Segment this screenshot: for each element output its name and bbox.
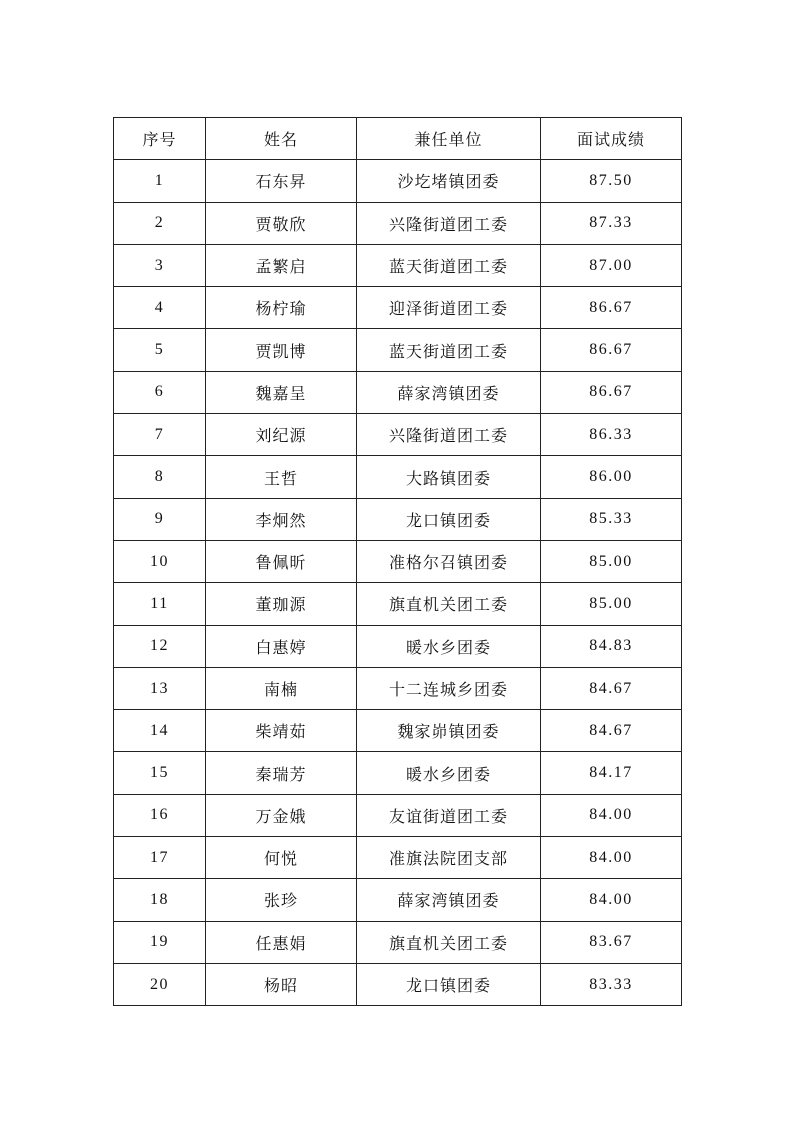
cell-index: 11 xyxy=(114,583,206,625)
cell-name: 刘纪源 xyxy=(206,414,357,456)
cell-name: 何悦 xyxy=(206,837,357,879)
cell-index: 15 xyxy=(114,752,206,794)
cell-index: 12 xyxy=(114,625,206,667)
cell-score: 86.67 xyxy=(541,287,682,329)
header-unit: 兼任单位 xyxy=(357,118,541,160)
cell-name: 柴靖茹 xyxy=(206,710,357,752)
cell-name: 王哲 xyxy=(206,456,357,498)
cell-name: 任惠娟 xyxy=(206,921,357,963)
cell-name: 鲁佩昕 xyxy=(206,540,357,582)
table-row xyxy=(114,456,682,498)
score-table xyxy=(113,117,682,1006)
cell-name: 李炯然 xyxy=(206,498,357,540)
cell-index: 14 xyxy=(114,710,206,752)
cell-index: 6 xyxy=(114,371,206,413)
cell-unit: 迎泽街道团工委 xyxy=(357,287,541,329)
cell-name: 贾敬欣 xyxy=(206,202,357,244)
cell-unit: 薛家湾镇团委 xyxy=(357,879,541,921)
cell-name: 贾凯博 xyxy=(206,329,357,371)
table-row xyxy=(114,244,682,286)
score-table-container xyxy=(113,117,682,1006)
cell-index: 13 xyxy=(114,667,206,709)
table-row xyxy=(114,963,682,1005)
cell-name: 石东昇 xyxy=(206,160,357,202)
header-name: 姓名 xyxy=(206,118,357,160)
cell-score: 84.00 xyxy=(541,879,682,921)
cell-unit: 准旗法院团支部 xyxy=(357,837,541,879)
cell-score: 83.33 xyxy=(541,963,682,1005)
cell-unit: 暖水乡团委 xyxy=(357,752,541,794)
cell-index: 3 xyxy=(114,244,206,286)
cell-score: 86.00 xyxy=(541,456,682,498)
cell-index: 9 xyxy=(114,498,206,540)
cell-unit: 蓝天街道团工委 xyxy=(357,244,541,286)
table-row xyxy=(114,583,682,625)
cell-index: 5 xyxy=(114,329,206,371)
table-row xyxy=(114,329,682,371)
table-row xyxy=(114,287,682,329)
table-row xyxy=(114,794,682,836)
cell-score: 84.67 xyxy=(541,710,682,752)
cell-unit: 十二连城乡团委 xyxy=(357,667,541,709)
cell-unit: 旗直机关团工委 xyxy=(357,583,541,625)
cell-name: 杨昭 xyxy=(206,963,357,1005)
cell-name: 万金娥 xyxy=(206,794,357,836)
cell-score: 86.33 xyxy=(541,414,682,456)
cell-unit: 准格尔召镇团委 xyxy=(357,540,541,582)
cell-unit: 旗直机关团工委 xyxy=(357,921,541,963)
cell-index: 7 xyxy=(114,414,206,456)
cell-name: 白惠婷 xyxy=(206,625,357,667)
table-row xyxy=(114,540,682,582)
cell-score: 86.67 xyxy=(541,329,682,371)
cell-score: 84.67 xyxy=(541,667,682,709)
table-row xyxy=(114,625,682,667)
cell-unit: 龙口镇团委 xyxy=(357,963,541,1005)
cell-score: 85.33 xyxy=(541,498,682,540)
table-row xyxy=(114,710,682,752)
cell-unit: 大路镇团委 xyxy=(357,456,541,498)
cell-index: 17 xyxy=(114,837,206,879)
cell-score: 87.00 xyxy=(541,244,682,286)
cell-score: 86.67 xyxy=(541,371,682,413)
cell-index: 8 xyxy=(114,456,206,498)
cell-name: 杨柠瑜 xyxy=(206,287,357,329)
cell-unit: 沙圪堵镇团委 xyxy=(357,160,541,202)
table-row xyxy=(114,921,682,963)
cell-score: 87.50 xyxy=(541,160,682,202)
table-row xyxy=(114,837,682,879)
table-row xyxy=(114,202,682,244)
table-row xyxy=(114,371,682,413)
cell-score: 84.17 xyxy=(541,752,682,794)
header-score: 面试成绩 xyxy=(541,118,682,160)
table-body xyxy=(114,160,682,1006)
cell-index: 16 xyxy=(114,794,206,836)
cell-unit: 兴隆街道团工委 xyxy=(357,414,541,456)
cell-index: 10 xyxy=(114,540,206,582)
cell-unit: 蓝天街道团工委 xyxy=(357,329,541,371)
cell-score: 84.83 xyxy=(541,625,682,667)
cell-index: 19 xyxy=(114,921,206,963)
cell-name: 董珈源 xyxy=(206,583,357,625)
cell-index: 2 xyxy=(114,202,206,244)
cell-name: 秦瑞芳 xyxy=(206,752,357,794)
cell-score: 84.00 xyxy=(541,794,682,836)
cell-score: 87.33 xyxy=(541,202,682,244)
cell-unit: 兴隆街道团工委 xyxy=(357,202,541,244)
cell-index: 4 xyxy=(114,287,206,329)
cell-score: 85.00 xyxy=(541,540,682,582)
cell-name: 张珍 xyxy=(206,879,357,921)
cell-unit: 龙口镇团委 xyxy=(357,498,541,540)
header-index: 序号 xyxy=(114,118,206,160)
cell-unit: 薛家湾镇团委 xyxy=(357,371,541,413)
cell-index: 20 xyxy=(114,963,206,1005)
cell-index: 1 xyxy=(114,160,206,202)
cell-score: 83.67 xyxy=(541,921,682,963)
table-row xyxy=(114,752,682,794)
cell-index: 18 xyxy=(114,879,206,921)
table-row xyxy=(114,498,682,540)
cell-unit: 暖水乡团委 xyxy=(357,625,541,667)
table-row xyxy=(114,879,682,921)
cell-name: 孟繁启 xyxy=(206,244,357,286)
cell-name: 魏嘉呈 xyxy=(206,371,357,413)
table-row xyxy=(114,160,682,202)
cell-unit: 魏家峁镇团委 xyxy=(357,710,541,752)
cell-score: 85.00 xyxy=(541,583,682,625)
table-row xyxy=(114,414,682,456)
cell-score: 84.00 xyxy=(541,837,682,879)
table-row xyxy=(114,667,682,709)
table-header-row xyxy=(114,118,682,160)
cell-unit: 友谊街道团工委 xyxy=(357,794,541,836)
cell-name: 南楠 xyxy=(206,667,357,709)
